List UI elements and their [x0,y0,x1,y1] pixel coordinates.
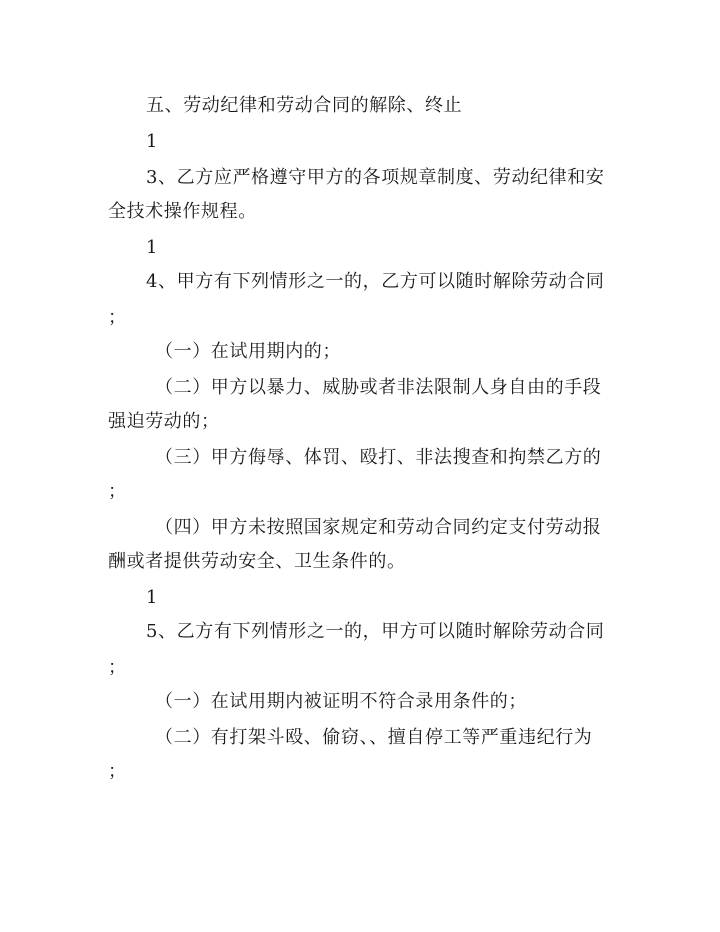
page-marker: 1 [146,237,159,258]
clause-5-item-2-line-1: （二）有打架斗殴、偷窃、、擅自停工等严重违纪行为 [155,727,593,748]
clause-3-line-1: 3、乙方应严格遵守甲方的各项规章制度、劳动纪律和安 [146,167,605,188]
clause-4-item-2-line-1: （二）甲方以暴力、威胁或者非法限制人身自由的手段 [155,377,602,398]
clause-4-item-3-line-2: ； [108,481,127,502]
clause-4-item-2-line-2: 强迫劳动的； [108,411,220,432]
clause-4-line-2: ； [108,307,127,328]
clause-5-item-2-line-2: ； [108,761,127,782]
clause-4-item-4-line-1: （四）甲方未按照国家规定和劳动合同约定支付劳动报 [155,517,602,538]
clause-5-line-2: ； [108,657,127,678]
section-heading: 五、劳动纪律和劳动合同的解除、终止 [146,95,463,116]
page-marker: 1 [146,587,159,608]
clause-4-line-1: 4、甲方有下列情形之一的，乙方可以随时解除劳动合同 [146,271,605,292]
page-marker: 1 [146,131,159,152]
clause-4-item-1: （一）在试用期内的； [155,341,341,362]
clause-3-line-2: 全技术操作规程。 [108,201,257,222]
clause-5-item-1: （一）在试用期内被证明不符合录用条件的； [155,691,527,712]
clause-4-item-3-line-1: （三）甲方侮辱、体罚、殴打、非法搜查和拘禁乙方的 [155,447,602,468]
clause-5-line-1: 5、乙方有下列情形之一的，甲方可以随时解除劳动合同 [146,621,605,642]
clause-4-item-4-line-2: 酬或者提供劳动安全、卫生条件的。 [108,551,406,572]
